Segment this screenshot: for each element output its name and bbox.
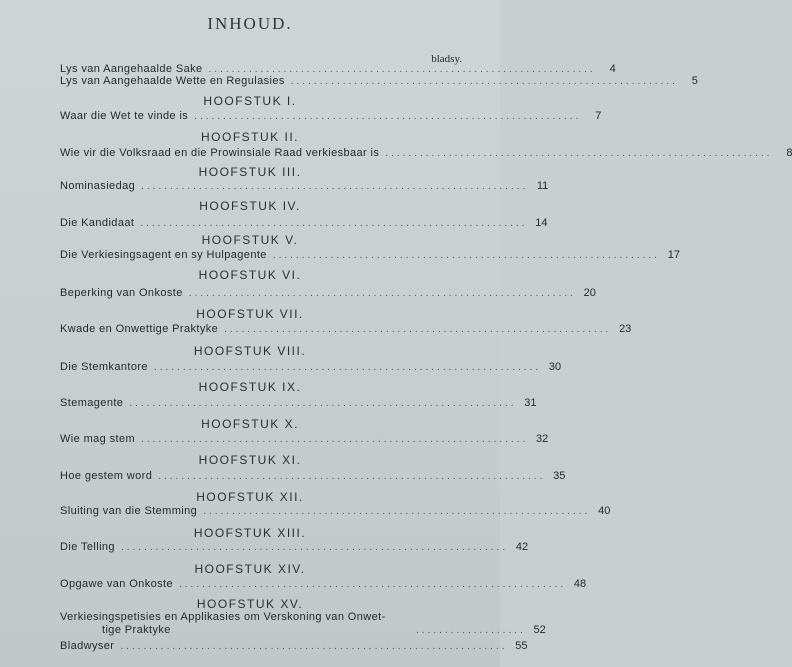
toc-entry-label-line1: Verkiesingspetisies en Applikasies om Verskoning van Onwet-: [60, 611, 386, 623]
dot-leader: ...................................................................: [141, 434, 529, 445]
toc-entry-page: 4: [609, 63, 616, 75]
dot-leader: ...................................................................: [178, 579, 567, 590]
chapter-heading: HOOFSTUK VI.: [198, 268, 302, 282]
chapter-heading: HOOFSTUK IV.: [199, 199, 301, 213]
dot-leader: ...................: [416, 625, 526, 636]
toc-entry-page: 23: [619, 323, 632, 335]
chapter-heading: HOOFSTUK IX.: [198, 380, 302, 394]
toc-entry: [60, 147, 792, 160]
toc-entry-label: Wie mag stem: [60, 433, 136, 445]
toc-entry-page: 30: [548, 361, 562, 373]
dot-leader: ...................................................................: [140, 218, 528, 229]
toc-entry-label: Beperking van Onkoste: [60, 287, 183, 299]
toc-entry: [60, 249, 680, 262]
toc-entry: [60, 470, 566, 483]
chapter-heading: HOOFSTUK VII.: [196, 307, 304, 321]
toc-entry-label: Wie vir die Volksraad en die Prowinsiale Raad verkiesbaar is: [60, 147, 380, 159]
toc-entry-label: Sluiting van die Stemming: [60, 505, 198, 517]
dot-leader: ...................................................................: [153, 362, 542, 373]
toc-entry: [60, 287, 596, 300]
dot-leader: ...................................................................: [158, 471, 546, 482]
chapter-heading: HOOFSTUK XV.: [196, 597, 304, 611]
toc-entry-page: 20: [583, 287, 596, 299]
toc-entry-label: Lys van Aangehaalde Wette en Regulasies: [60, 75, 285, 87]
dot-leader: ...................................................................: [203, 506, 591, 517]
chapter-heading: HOOFSTUK V.: [201, 233, 299, 247]
toc-entry: [60, 217, 548, 230]
toc-entry-page: 32: [536, 433, 549, 445]
toc-entry-page: 7: [595, 110, 602, 122]
toc-entry: [60, 541, 529, 554]
toc-entry-page: 11: [536, 180, 549, 192]
chapter-heading: HOOFSTUK X.: [201, 417, 299, 431]
dot-leader: ...................................................................: [141, 181, 529, 192]
toc-entry: [60, 323, 632, 336]
toc-entry-label: Nominasiedag: [60, 180, 136, 192]
toc-entry-label: Die Stemkantore: [60, 361, 148, 373]
toc-entry-page: 35: [553, 470, 566, 482]
toc-entry-page: 52: [533, 624, 546, 636]
chapter-heading: HOOFSTUK XIII.: [193, 526, 307, 540]
toc-entry-label: Stemagente: [60, 397, 124, 409]
page-column-header: bladsy.: [431, 53, 462, 65]
toc-entry: [60, 110, 602, 123]
dot-leader: ...................................................................: [208, 64, 596, 75]
chapter-heading: HOOFSTUK III.: [198, 165, 302, 179]
page-title: INHOUD.: [207, 14, 293, 33]
dot-leader: ...................................................................: [385, 148, 773, 159]
dot-leader: ...................................................................: [120, 641, 508, 652]
toc-entry: [60, 578, 587, 591]
toc-entry-page: 14: [535, 217, 548, 229]
toc-entry-page: 55: [515, 640, 528, 652]
toc-entry-page: 42: [515, 541, 529, 553]
dot-leader: ...................................................................: [224, 324, 612, 335]
toc-entry-page: 48: [573, 578, 587, 590]
dot-leader: ...................................................................: [129, 398, 517, 409]
chapter-heading: HOOFSTUK XI.: [198, 453, 302, 467]
chapter-heading: HOOFSTUK XII.: [196, 490, 304, 504]
toc-entry-label: Waar die Wet te vinde is: [60, 110, 189, 122]
dot-leader: ...................................................................: [188, 288, 576, 299]
chapter-heading: HOOFSTUK I.: [203, 94, 297, 108]
chapter-heading: HOOFSTUK VIII.: [193, 344, 307, 358]
toc-entry-page: 40: [598, 505, 611, 517]
toc-entry: [60, 640, 528, 653]
toc-entry-page: 31: [524, 397, 537, 409]
toc-entry-label: Opgawe van Onkoste: [60, 578, 173, 590]
dot-leader: ...................................................................: [272, 250, 660, 261]
chapter-heading: HOOFSTUK XIV.: [194, 562, 306, 576]
toc-entry: [60, 433, 549, 446]
toc-entry: [60, 397, 537, 410]
toc-entry: [60, 180, 549, 193]
toc-entry: [60, 75, 698, 88]
dot-leader: ...................................................................: [120, 542, 509, 553]
toc-entry-label: Kwade en Onwettige Praktyke: [60, 323, 219, 335]
toc-entry-label: Die Verkiesingsagent en sy Hulpagente: [60, 249, 267, 261]
chapter-heading: HOOFSTUK II.: [200, 130, 299, 144]
toc-entry-label: Bladwyser: [60, 640, 115, 652]
dot-leader: ...................................................................: [290, 76, 678, 87]
toc-entry-page: 5: [691, 75, 698, 87]
toc-entry-page: 8: [786, 147, 792, 159]
toc-entry-label-line2: tige Praktyke: [102, 624, 171, 636]
toc-entry-label: Lys van Aangehaalde Sake: [60, 63, 203, 75]
toc-entry: [60, 361, 562, 374]
toc-entry-label: Die Kandidaat: [60, 217, 135, 229]
toc-entry-label: Die Telling: [60, 541, 115, 553]
toc-entry: [60, 611, 546, 637]
dot-leader: ...................................................................: [194, 111, 582, 122]
toc-entry: [60, 505, 611, 518]
toc-entry-label: [60, 611, 410, 637]
toc-entry-label: Hoe gestem word: [60, 470, 153, 482]
toc-entry-page: 17: [667, 249, 680, 261]
